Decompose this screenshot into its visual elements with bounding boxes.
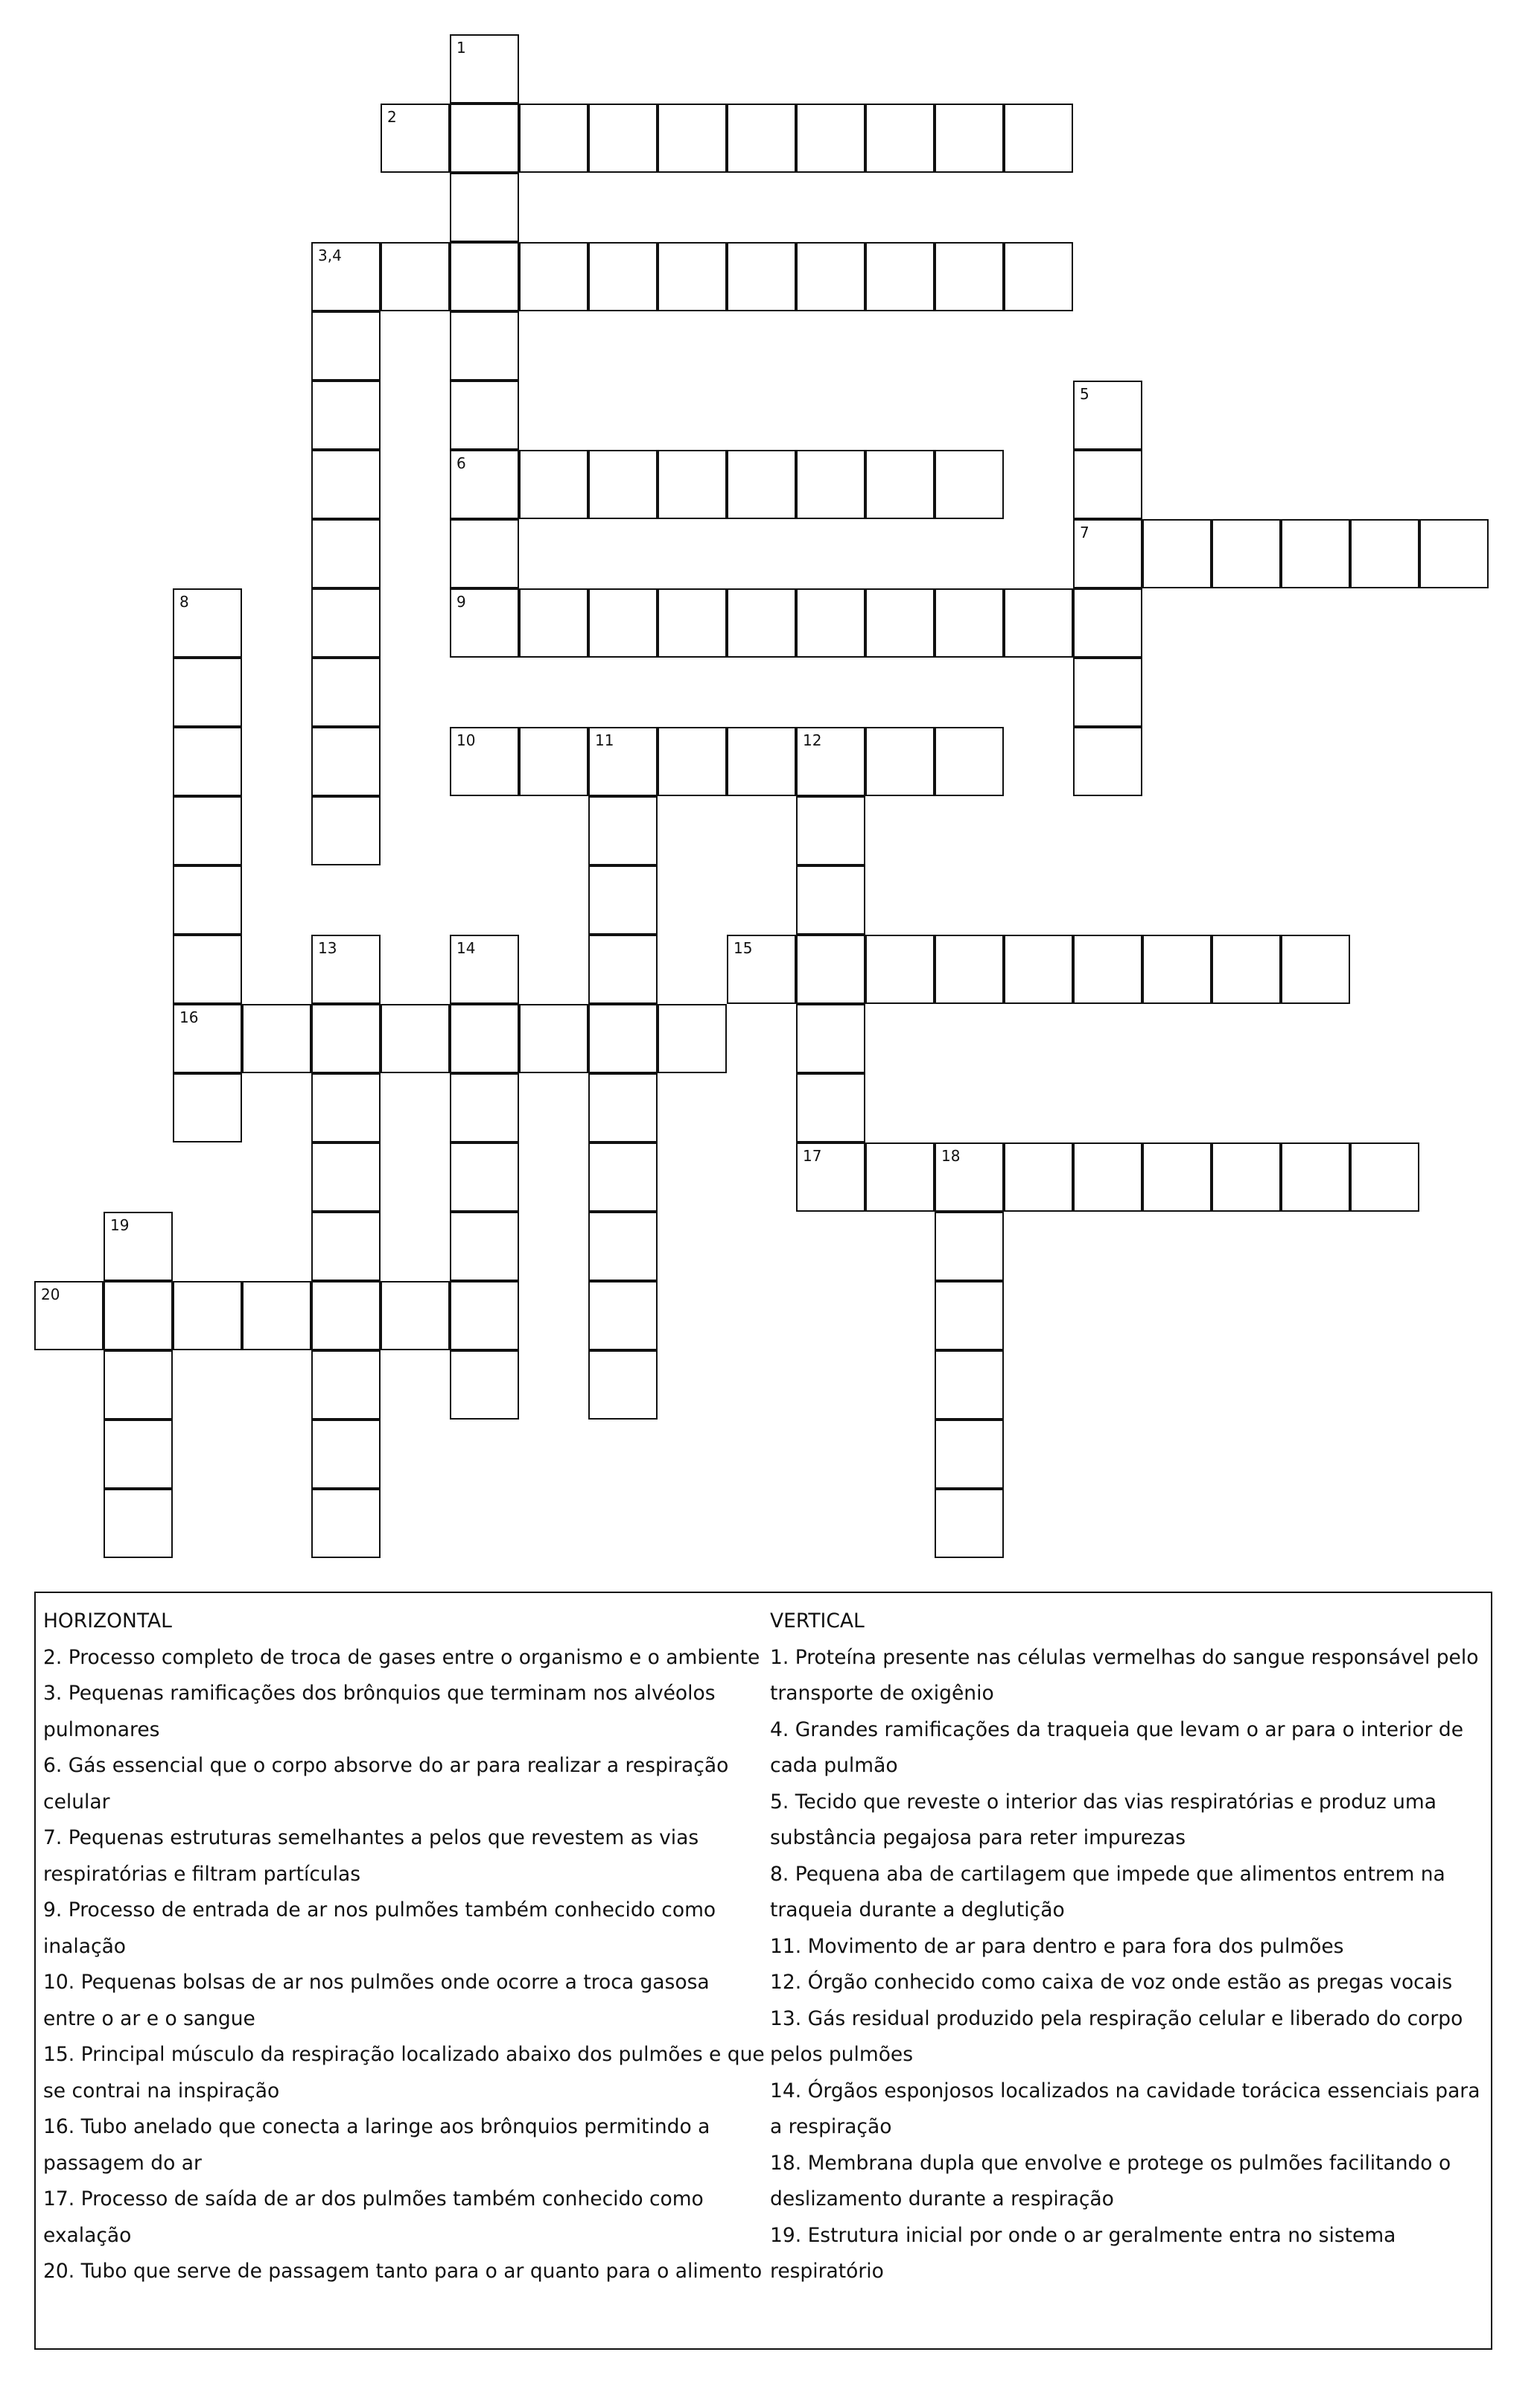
grid-cell[interactable] — [1073, 450, 1142, 519]
grid-cell[interactable] — [450, 935, 519, 1004]
grid-cell[interactable] — [311, 519, 381, 588]
grid-cell[interactable] — [381, 1004, 450, 1073]
clue-h-9: 9. Processo de entrada de ar nos pulmões também conhecido como inalação — [43, 1898, 716, 1958]
grid-cell[interactable] — [311, 1212, 381, 1281]
grid-cell[interactable] — [1073, 727, 1142, 796]
clue-h-20: 20. Tubo que serve de passagem tanto para o ar quanto para o alimento — [43, 2260, 763, 2283]
grid-cell[interactable] — [173, 588, 242, 658]
clue-number: 12 — [803, 731, 822, 749]
grid-cell[interactable] — [865, 935, 935, 1004]
grid-cell[interactable] — [311, 1073, 381, 1142]
clue-v-14: 14. Órgãos esponjosos localizados na cavidade torácica essenciais para a respiração — [770, 2079, 1480, 2138]
clue-h-3: 3. Pequenas ramificações dos brônquios que terminam nos alvéolos pulmonares — [43, 1682, 716, 1741]
grid-cell[interactable] — [1073, 1142, 1142, 1212]
grid-cell[interactable] — [1073, 519, 1142, 588]
clue-h-7: 7. Pequenas estruturas semelhantes a pelos que revestem as vias respiratórias e filtram partículas — [43, 1826, 699, 1886]
grid-cell[interactable] — [865, 1142, 935, 1212]
grid-cell[interactable] — [865, 242, 935, 311]
grid-cell[interactable] — [242, 1281, 311, 1350]
grid-cell[interactable] — [727, 727, 796, 796]
grid-cell[interactable] — [450, 588, 519, 658]
grid-cell[interactable] — [450, 34, 519, 104]
grid-cell[interactable] — [311, 1489, 381, 1558]
clue-h-15: 15. Principal músculo da respiração localizado abaixo dos pulmões e que se contrai na inspiração — [43, 2043, 765, 2102]
grid-cell[interactable] — [519, 242, 588, 311]
grid-cell[interactable] — [311, 727, 381, 796]
grid-cell[interactable] — [104, 1420, 173, 1489]
grid-cell[interactable] — [658, 104, 727, 173]
grid-cell[interactable] — [658, 450, 727, 519]
grid-cell[interactable] — [450, 1004, 519, 1073]
grid-cell[interactable] — [796, 1142, 865, 1212]
grid-cell[interactable] — [381, 1281, 450, 1350]
grid-cell[interactable] — [588, 935, 658, 1004]
grid-cell[interactable] — [1142, 1142, 1212, 1212]
clue-h-6: 6. Gás essencial que o corpo absorve do ar para realizar a respiração celular — [43, 1754, 729, 1814]
grid-cell[interactable] — [588, 242, 658, 311]
clue-number: 11 — [595, 731, 614, 749]
grid-cell[interactable] — [450, 1281, 519, 1350]
clue-number: 15 — [734, 939, 753, 957]
grid-cell[interactable] — [311, 1420, 381, 1489]
grid-cell[interactable] — [450, 311, 519, 381]
grid-cell[interactable] — [1419, 519, 1489, 588]
grid-cell[interactable] — [588, 1350, 658, 1420]
clue-h-2: 2. Processo completo de troca de gases entre o organismo e o ambiente — [43, 1645, 760, 1669]
grid-cell[interactable] — [935, 1212, 1004, 1281]
grid-cell[interactable] — [658, 242, 727, 311]
grid-cell[interactable] — [658, 727, 727, 796]
grid-cell[interactable] — [935, 727, 1004, 796]
grid-cell[interactable] — [588, 865, 658, 935]
grid-cell[interactable] — [727, 104, 796, 173]
grid-cell[interactable] — [519, 1004, 588, 1073]
grid-cell[interactable] — [519, 588, 588, 658]
grid-cell[interactable] — [1212, 935, 1281, 1004]
grid-cell[interactable] — [381, 104, 450, 173]
grid-cell[interactable] — [104, 1350, 173, 1420]
grid-cell[interactable] — [796, 865, 865, 935]
grid-cell[interactable] — [935, 1489, 1004, 1558]
grid-cell[interactable] — [1142, 935, 1212, 1004]
clue-v-1: 1. Proteína presente nas células vermelhas do sangue responsável pelo transporte de oxigênio — [770, 1645, 1479, 1705]
clue-v-5: 5. Tecido que reveste o interior das vias respiratórias e produz uma substância pegajosa para reter impurezas — [770, 1790, 1436, 1849]
grid-cell[interactable] — [1281, 519, 1350, 588]
grid-cell[interactable] — [727, 935, 796, 1004]
grid-cell[interactable] — [588, 588, 658, 658]
grid-cell[interactable] — [588, 727, 658, 796]
clue-number: 1 — [456, 39, 466, 57]
grid-cell[interactable] — [935, 935, 1004, 1004]
grid-cell[interactable] — [1004, 104, 1073, 173]
vertical-clues — [770, 1603, 1485, 2290]
clue-number: 16 — [179, 1008, 199, 1026]
clue-h-16: 16. Tubo anelado que conecta a laringe aos brônquios permitindo a passagem do ar — [43, 2115, 710, 2175]
grid-cell[interactable] — [450, 727, 519, 796]
clue-v-4: 4. Grandes ramificações da traqueia que levam o ar para o interior de cada pulmão — [770, 1717, 1463, 1777]
grid-cell[interactable] — [935, 1142, 1004, 1212]
grid-cell[interactable] — [1073, 588, 1142, 658]
grid-cell[interactable] — [311, 381, 381, 450]
grid-cell[interactable] — [173, 1004, 242, 1073]
grid-cell[interactable] — [104, 1212, 173, 1281]
grid-cell[interactable] — [796, 242, 865, 311]
clue-number: 17 — [803, 1147, 822, 1165]
grid-cell[interactable] — [311, 1350, 381, 1420]
clue-v-13: 13. Gás residual produzido pela respiração celular e liberado do corpo pelos pulmões — [770, 2006, 1463, 2066]
grid-cell[interactable] — [588, 104, 658, 173]
clue-number: 19 — [110, 1216, 130, 1234]
grid-cell[interactable] — [1142, 519, 1212, 588]
grid-cell[interactable] — [1004, 242, 1073, 311]
grid-cell[interactable] — [104, 1281, 173, 1350]
grid-cell[interactable] — [519, 450, 588, 519]
grid-cell[interactable] — [311, 1142, 381, 1212]
grid-cell[interactable] — [658, 1004, 727, 1073]
grid-cell[interactable] — [311, 796, 381, 865]
grid-cell[interactable] — [173, 935, 242, 1004]
grid-cell[interactable] — [173, 727, 242, 796]
clue-number: 8 — [179, 593, 189, 611]
grid-cell[interactable] — [1212, 1142, 1281, 1212]
clue-number: 2 — [387, 108, 397, 126]
clue-number: 13 — [318, 939, 337, 957]
clue-number: 7 — [1080, 524, 1089, 541]
grid-cell[interactable] — [311, 1004, 381, 1073]
grid-cell[interactable] — [242, 1004, 311, 1073]
grid-cell[interactable] — [727, 242, 796, 311]
grid-cell[interactable] — [796, 588, 865, 658]
grid-cell[interactable] — [311, 311, 381, 381]
grid-cell[interactable] — [796, 935, 865, 1004]
horizontal-clues — [43, 1603, 766, 2290]
grid-cell[interactable] — [1212, 519, 1281, 588]
clue-number: 5 — [1080, 385, 1089, 403]
grid-cell[interactable] — [1350, 519, 1419, 588]
grid-cell[interactable] — [173, 796, 242, 865]
grid-cell[interactable] — [796, 727, 865, 796]
grid-cell[interactable] — [588, 1281, 658, 1350]
grid-cell[interactable] — [935, 450, 1004, 519]
clue-v-8: 8. Pequena aba de cartilagem que impede que alimentos entrem na traqueia durante a deglutição — [770, 1862, 1445, 1922]
grid-cell[interactable] — [34, 1281, 104, 1350]
clue-v-19: 19. Estrutura inicial por onde o ar geralmente entra no sistema respiratório — [770, 2223, 1396, 2283]
grid-cell[interactable] — [450, 1073, 519, 1142]
grid-cell[interactable] — [588, 1073, 658, 1142]
grid-cell[interactable] — [311, 588, 381, 658]
grid-cell[interactable] — [865, 588, 935, 658]
grid-cell[interactable] — [1004, 1142, 1073, 1212]
clues-box — [34, 1592, 1492, 2350]
horizontal-heading: HORIZONTAL — [43, 1609, 172, 1633]
grid-cell[interactable] — [450, 519, 519, 588]
grid-cell[interactable] — [865, 450, 935, 519]
grid-cell[interactable] — [935, 242, 1004, 311]
grid-cell[interactable] — [796, 796, 865, 865]
grid-cell[interactable] — [1004, 588, 1073, 658]
grid-cell[interactable] — [865, 727, 935, 796]
grid-cell[interactable] — [173, 658, 242, 727]
vertical-heading: VERTICAL — [770, 1609, 865, 1633]
grid-cell[interactable] — [311, 658, 381, 727]
clue-v-18: 18. Membrana dupla que envolve e protege os pulmões facilitando o deslizamento durante a respiração — [770, 2151, 1451, 2210]
grid-cell[interactable] — [519, 104, 588, 173]
grid-cell[interactable] — [1350, 1142, 1419, 1212]
grid-cell[interactable] — [588, 796, 658, 865]
grid-cell[interactable] — [588, 1212, 658, 1281]
grid-cell[interactable] — [1073, 935, 1142, 1004]
grid-cell[interactable] — [173, 1073, 242, 1142]
grid-cell[interactable] — [796, 450, 865, 519]
grid-cell[interactable] — [935, 588, 1004, 658]
grid-cell[interactable] — [796, 1073, 865, 1142]
grid-cell[interactable] — [104, 1489, 173, 1558]
grid-cell[interactable] — [727, 450, 796, 519]
clue-number: 14 — [456, 939, 476, 957]
grid-cell[interactable] — [935, 1420, 1004, 1489]
clue-number: 20 — [41, 1285, 60, 1303]
grid-cell[interactable] — [173, 1281, 242, 1350]
clue-h-17: 17. Processo de saída de ar dos pulmões também conhecido como exalação — [43, 2187, 704, 2247]
grid-cell[interactable] — [381, 242, 450, 311]
grid-cell[interactable] — [450, 104, 519, 173]
grid-cell[interactable] — [450, 173, 519, 242]
grid-cell[interactable] — [588, 450, 658, 519]
clue-v-11: 11. Movimento de ar para dentro e para fora dos pulmões — [770, 1934, 1344, 1958]
grid-cell[interactable] — [935, 104, 1004, 173]
grid-cell[interactable] — [1281, 935, 1350, 1004]
clue-number: 9 — [456, 593, 466, 611]
clue-h-10: 10. Pequenas bolsas de ar nos pulmões onde ocorre a troca gasosa entre o ar e o sangue — [43, 1971, 710, 2030]
grid-cell[interactable] — [450, 1142, 519, 1212]
grid-cell[interactable] — [588, 1142, 658, 1212]
grid-cell[interactable] — [450, 450, 519, 519]
grid-cell[interactable] — [311, 450, 381, 519]
grid-cell[interactable] — [1281, 1142, 1350, 1212]
grid-cell[interactable] — [450, 242, 519, 311]
grid-cell[interactable] — [796, 104, 865, 173]
grid-cell[interactable] — [865, 104, 935, 173]
grid-cell[interactable] — [658, 588, 727, 658]
grid-cell[interactable] — [935, 1281, 1004, 1350]
clue-v-12: 12. Órgão conhecido como caixa de voz onde estão as pregas vocais — [770, 1971, 1453, 1994]
grid-cell[interactable] — [1004, 935, 1073, 1004]
grid-cell[interactable] — [450, 1350, 519, 1420]
grid-cell[interactable] — [519, 727, 588, 796]
clue-number: 6 — [456, 454, 466, 472]
grid-cell[interactable] — [588, 1004, 658, 1073]
grid-cell[interactable] — [450, 1212, 519, 1281]
grid-cell[interactable] — [311, 242, 381, 311]
grid-cell[interactable] — [1073, 381, 1142, 450]
clue-number: 10 — [456, 731, 476, 749]
grid-cell[interactable] — [450, 381, 519, 450]
grid-cell[interactable] — [796, 1004, 865, 1073]
grid-cell[interactable] — [935, 1350, 1004, 1420]
clue-number: 3,4 — [318, 247, 342, 264]
grid-cell[interactable] — [1073, 658, 1142, 727]
grid-cell[interactable] — [311, 1281, 381, 1350]
grid-cell[interactable] — [311, 935, 381, 1004]
grid-cell[interactable] — [173, 865, 242, 935]
grid-cell[interactable] — [727, 588, 796, 658]
clue-number: 18 — [941, 1147, 961, 1165]
